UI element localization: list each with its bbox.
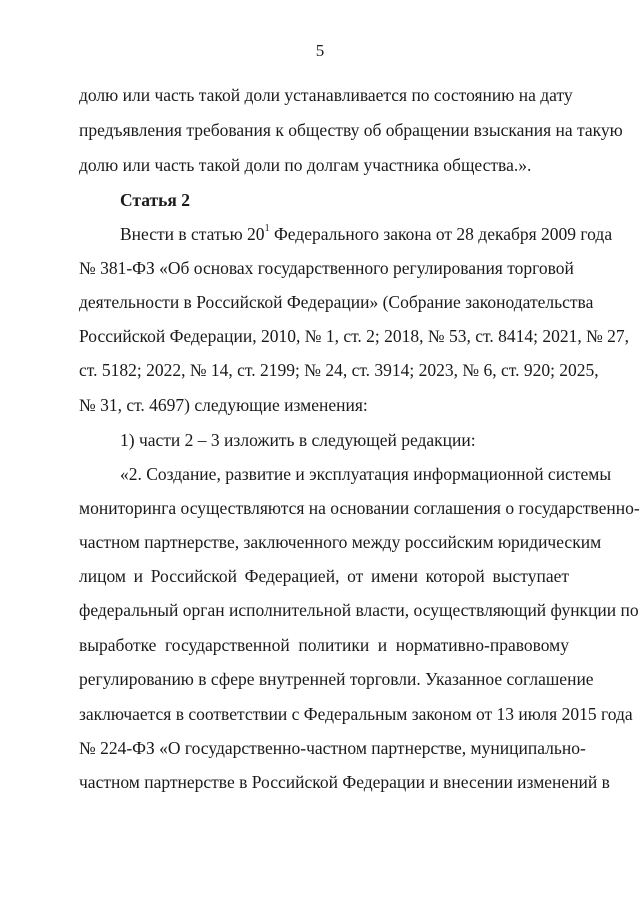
text-line: Российской Федерации, 2010, № 1, ст. 2; 2018, № 53, ст. 8414; 2021, № 27, [79,326,630,346]
text-line: долю или часть такой доли устанавливается по состоянию на дату [79,85,573,105]
superscript: 1 [264,223,270,235]
text-line: Внести в статью $20^1$ Федерального закона от 28 декабря 2009 года [120,223,613,244]
text-line: № 224-ФЗ «О государственно-частном партнерстве, муниципально- [79,738,586,758]
text-line: № 381-ФЗ «Об основах государственного регулирования торговой [79,258,574,278]
text-line: 1) части 2 – 3 изложить в следующей редакции: [120,430,476,450]
article-heading: Статья 2 [120,190,190,210]
text-line: «2. Создание, развитие и эксплуатация информационной системы [120,464,612,484]
text-line: ст. 5182; 2022, № 14, ст. 2199; № 24, ст. 3914; 2023, № 6, ст. 920; 2025, [79,360,599,380]
text-line: частном партнерстве в Российской Федерации и внесении изменений в [79,772,610,792]
text-line: мониторинга осуществляются на основании соглашения о государственно- [79,498,640,518]
page-number: 5 [315,41,325,60]
text-line: предъявления требования к обществу об обращении взыскания на такую [79,120,623,140]
text-line: частном партнерстве, заключенного между российским юридическим [79,532,602,552]
text-line: № 31, ст. 4697) следующие изменения: [79,395,368,415]
text-line: выработке государственной политики и нормативно-правовому [79,635,569,655]
text-line: заключается в соответствии с Федеральным законом от 13 июля 2015 года [79,704,633,724]
text-line: федеральный орган исполнительной власти, осуществляющий функции по [79,600,639,620]
text-line: регулированию в сфере внутренней торговли. Указанное соглашение [79,669,594,689]
text-line: долю или часть такой доли по долгам участника общества.». [79,155,532,175]
text-line: лицом и Российской Федерацией, от имени которой выступает [79,566,569,586]
text-line: деятельности в Российской Федерации» (Собрание законодательства [79,292,594,312]
